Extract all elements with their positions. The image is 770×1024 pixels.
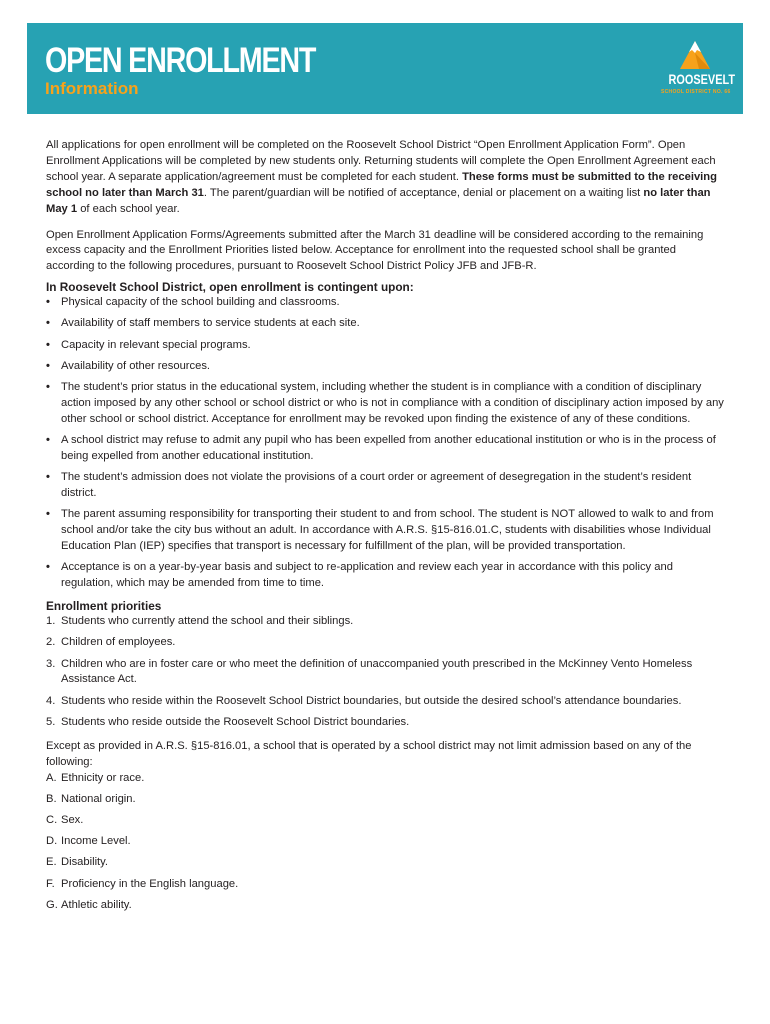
page-subtitle: Information [45, 79, 139, 98]
list-item: 2. Children of employees. [46, 636, 176, 649]
list-item: • Availability of other resources. [46, 359, 726, 375]
list-item: • A school district may refuse to admit any pupil who has been expelled from another educational institution or who is in the process of being expelled from another educational institution. [46, 433, 726, 465]
contingent-list [46, 295, 726, 592]
list-item: • Acceptance is on a year-by-year basis and subject to re-application and review each year in accordance with this policy and regulation, which may be amended from time to time. [46, 560, 726, 592]
mountain-logo-icon [679, 39, 711, 71]
list-item: F. Proficiency in the English language. [46, 877, 239, 890]
list-item: • Capacity in relevant special programs. [46, 338, 726, 354]
contingent-heading: In Roosevelt School District, open enrollment is contingent upon: [46, 280, 414, 295]
district-logo [661, 39, 736, 101]
list-item: 5. Students who reside outside the Roosevelt School District boundaries. [46, 715, 410, 728]
exception-paragraph: Except as provided in A.R.S. §15-816.01, a school that is operated by a school district may not limit admission based on any of the following: [46, 739, 692, 768]
list-item: E. Disability. [46, 856, 109, 869]
deadline-emphasis: These forms must be submitted to the receiving school no later than March 31 [46, 170, 717, 199]
list-item: 3. Children who are in foster care or who meet the definition of unaccompanied youth prescribed in the McKinney Vento Homeless Assistance Act. [46, 657, 693, 686]
list-item: • Physical capacity of the school building and classrooms. [46, 295, 726, 311]
page-title: OPEN ENROLLMENT [45, 41, 316, 80]
list-item: D. Income Level. [46, 835, 131, 848]
list-item: • Availability of staff members to service students at each site. [46, 316, 726, 332]
list-item: • The student’s prior status in the educational system, including whether the student is in compliance with a condition of disciplinary action imposed by any other school or school district or who is not in compliance with a condition of disciplinary action imposed by any other school or school district. Acceptance for enrollment may be revoked upon finding the existence of any of these conditions. [46, 380, 726, 428]
priorities-list [46, 614, 726, 731]
list-item: 1. Students who currently attend the school and their siblings. [46, 615, 354, 628]
list-item: • The student’s admission does not violate the provisions of a court order or agreement of desegregation in the student’s resident district. [46, 470, 726, 502]
list-item: B. National origin. [46, 792, 136, 805]
list-item: 4. Students who reside within the Roosevelt School District boundaries, but outside the desired school’s attendance boundaries. [46, 694, 682, 707]
late-submission-paragraph: Open Enrollment Application Forms/Agreements submitted after the March 31 deadline will be considered according to the remaining excess capacity and the Enrollment Priorities listed below. Acceptance for enrollment into the requested school shall be granted according to the following procedures, pursuant to Roosevelt School District Policy JFB and JFB-R. [46, 228, 704, 273]
logo-subtitle: SCHOOL DISTRICT NO. 66 [661, 89, 731, 95]
priorities-heading: Enrollment priorities [46, 599, 162, 614]
list-item: C. Sex. [46, 813, 84, 826]
exception-list [46, 771, 726, 914]
intro-paragraph: All applications for open enrollment will be completed on the Roosevelt School District “Open Enrollment Application Form”. Open Enrollment Applications will be completed by new students only. Returning students will complete the Open Enrollment Agreement each school year. A separate application/agreement must be completed for each student. These forms must be submitted to the receiving school no later than March 31. The parent/guardian will be notified of acceptance, denial or placement on a waiting list no later than May 1 of each school year. [46, 139, 717, 215]
logo-name: ROOSEVELT [668, 71, 736, 87]
document-body [46, 138, 726, 920]
notification-emphasis: no later than May 1 [46, 186, 711, 215]
list-item: A. Ethnicity or race. [46, 771, 145, 784]
list-item: • The parent assuming responsibility for transporting their student to and from school. The student is NOT allowed to walk to and from school and/or take the city bus without an adult. In accordance with A.R.S. §15-816.01.C, students with disabilities whose Individual Education Plan (IEP) specifies that transport is necessary for fulfillment of the plan, will be provided transportation. [46, 507, 726, 555]
header-banner [27, 23, 743, 114]
list-item: G. Athletic ability. [46, 898, 132, 911]
